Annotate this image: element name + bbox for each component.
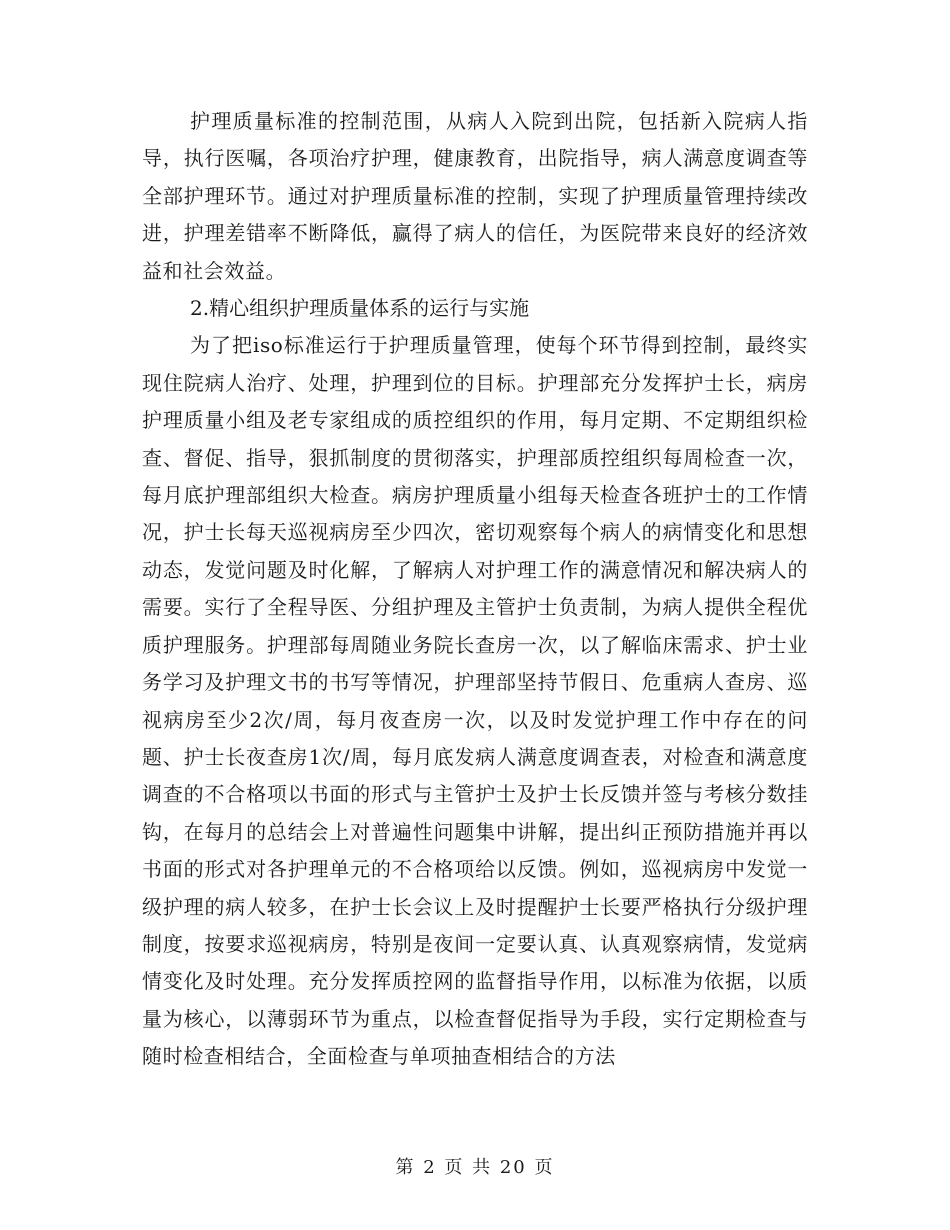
section-heading: 2.精心组织护理质量体系的运行与实施 <box>190 296 530 321</box>
paragraph-quality-scope: 护理质量标准的控制范围，从病人入院到出院，包括新入院病人指导，执行医嘱，各项治疗护理，健康教育，出院指导，病人满意度调查等全部护理环节。通过对护理质量标准的控制，实现了护理质量管理持续改进，护理差错率不断降低，赢得了病人的信任，为医院带来良好的经济效益和社会效益。 <box>142 109 808 283</box>
document-body <box>142 103 808 1076</box>
page-number-footer: 第 2 页 共 20 页 <box>395 1157 555 1178</box>
paragraph-implementation: 为了把iso标准运行于护理质量管理，使每个环节得到控制，最终实现住院病人治疗、处理，护理到位的目标。护理部充分发挥护士长，病房护理质量小组及老专家组成的质控组织的作用，每月定期、不定期组织检查、督促、指导，狠抓制度的贯彻落实，护理部质控组织每周检查一次，每月底护理部组织大检查。病房护理质量小组每天检查各班护士的工作情况，护士长每天巡视病房至少四次，密切观察每个病人的病情变化和思想动态，发觉问题及时化解，了解病人对护理工作的满意情况和解决病人的需要。实行了全程导医、分组护理及主管护士负责制，为病人提供全程优质护理服务。护理部每周随业务院长查房一次，以了解临床需求、护士业务学习及护理文书的书写等情况，护理部坚持节假日、危重病人查房、巡视病房至少2次/周，每月夜查房一次，以及时发觉护理工作中存在的问题、护士长夜查房1次/周，每月底发病人满意度调查表，对检查和满意度调查的不合格项以书面的形式与主管护士及护士长反馈并签与考核分数挂钩，在每月的总结会上对普遍性问题集中讲解，提出纠正预防措施并再以书面的形式对各护理单元的不合格项给以反馈。例如，巡视病房中发觉一级护理的病人较多，在护士长会议上及时提醒护士长要严格执行分级护理制度，按要求巡视病房，特别是夜间一定要认真、认真观察病情，发觉病情变化及时处理。充分发挥质控网的监督指导作用，以标准为依据，以质量为核心，以薄弱环节为重点，以检查督促指导为手段，实行定期检查与随时检查相结合，全面检查与单项抽查相结合的方法 <box>142 333 808 1069</box>
